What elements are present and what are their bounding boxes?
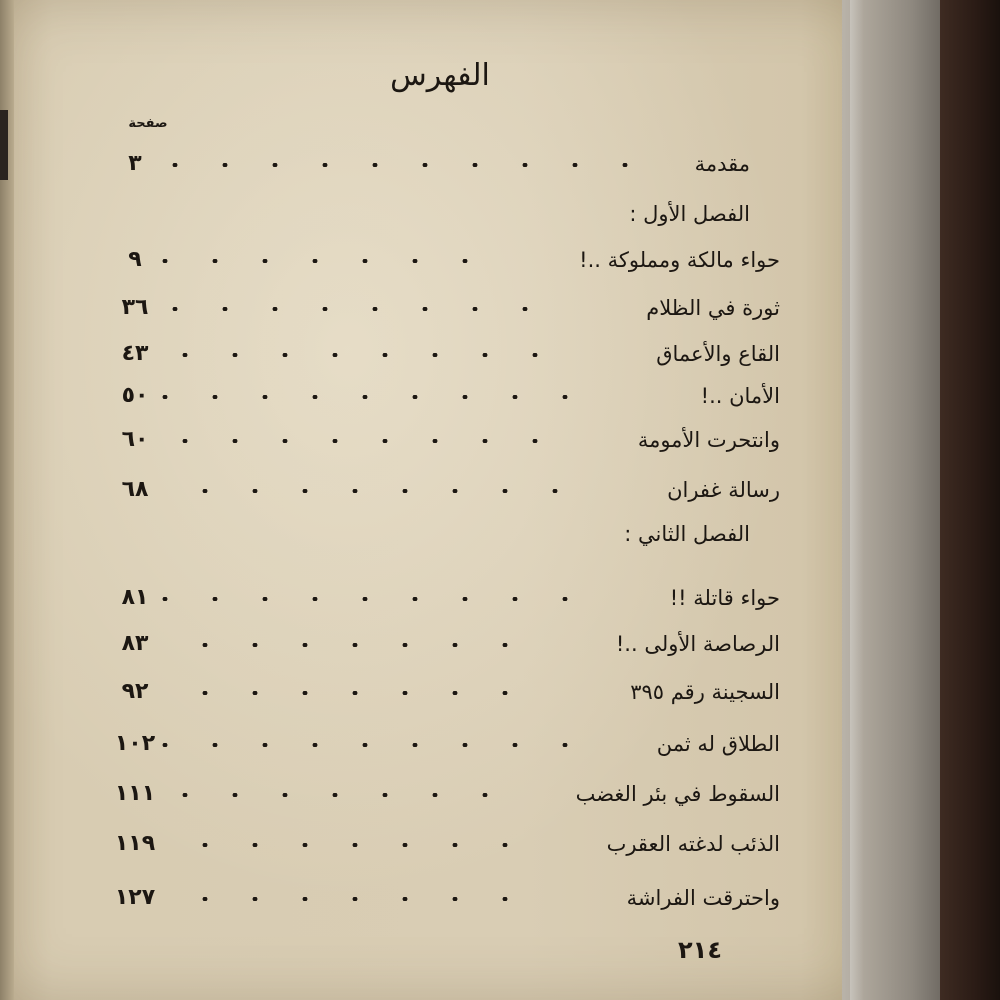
toc-entry-label: رسالة غفران [667,478,780,502]
leader-dots [160,259,490,263]
toc-entry-label: حواء قاتلة !! [669,586,780,610]
binding-shadow [0,110,8,180]
toc-entry-intro [100,146,750,182]
toc-entry-label: السقوط في بئر الغضب [575,782,780,806]
toc-entry [100,880,780,916]
toc-entry-label: وانتحرت الأمومة [637,428,780,452]
toc-entry-page: ٨١ [121,585,149,610]
toc-entry-label: السجينة رقم ٣٩٥ [630,680,780,704]
toc-entry-page: ٣٦ [121,295,149,320]
toc-entry-label: القاع والأعماق [656,342,780,366]
toc-entry-page: ١٠٢ [114,731,156,756]
leader-dots [160,307,550,311]
page-column-label: صفحة [128,116,168,131]
leader-dots [160,843,530,847]
toc-entry-label: مقدمة [694,152,750,176]
leader-dots [160,489,580,493]
leader-dots [160,793,510,797]
toc-entry [100,290,780,326]
toc-entry [100,826,780,862]
toc-entry-page: ٩ [128,247,142,272]
toc-entry [100,336,780,372]
toc-entry [100,378,780,414]
toc-entry-page: ٩٢ [121,679,149,704]
toc-entry-label: الأمان ..! [700,384,780,408]
toc-entry [100,674,780,710]
page-number: ٢١٤ [678,936,722,964]
toc-entry-label: الطلاق له ثمن [656,732,780,756]
leader-dots [160,643,530,647]
toc-entry-page: ٤٣ [121,341,149,366]
toc-entry [100,626,780,662]
toc-entry-page: ٦٨ [121,477,149,502]
leader-dots [160,163,650,167]
toc-entry-page: ٥٠ [121,383,149,408]
toc-entry-page: ١١١ [114,781,156,806]
book-cover-board [940,0,1000,1000]
book-cover-cloth-edge [842,0,942,1000]
chapter-heading-1: الفصل الأول : [629,202,750,226]
leader-dots [160,395,590,399]
toc-entry [100,422,780,458]
leader-dots [160,353,560,357]
leader-dots [160,691,530,695]
leader-dots [160,439,560,443]
toc-entry-label: الرصاصة الأولى ..! [615,632,780,656]
toc-entry-page: ٨٣ [121,631,149,656]
leader-dots [160,597,590,601]
toc-entry-label: حواء مالكة ومملوكة ..! [579,248,780,272]
toc-entry-label: ثورة في الظلام [646,296,780,320]
toc-entry [100,726,780,762]
toc-entry-page: ١١٩ [114,831,156,856]
leader-dots [160,743,590,747]
toc-entry-page: ١٢٧ [114,885,156,910]
toc-entry [100,472,780,508]
leader-dots [160,897,530,901]
toc-entry [100,580,780,616]
toc-entry-label: الذئب لدغته العقرب [606,832,780,856]
toc-entry [100,242,780,278]
toc-entry [100,776,780,812]
toc-entry-page: ٣ [128,151,142,176]
toc-entry-page: ٦٠ [121,427,149,452]
toc-entry-label: واحترقت الفراشة [626,886,780,910]
page-title: الفهرس [390,58,490,93]
chapter-heading-2: الفصل الثاني : [624,522,750,546]
